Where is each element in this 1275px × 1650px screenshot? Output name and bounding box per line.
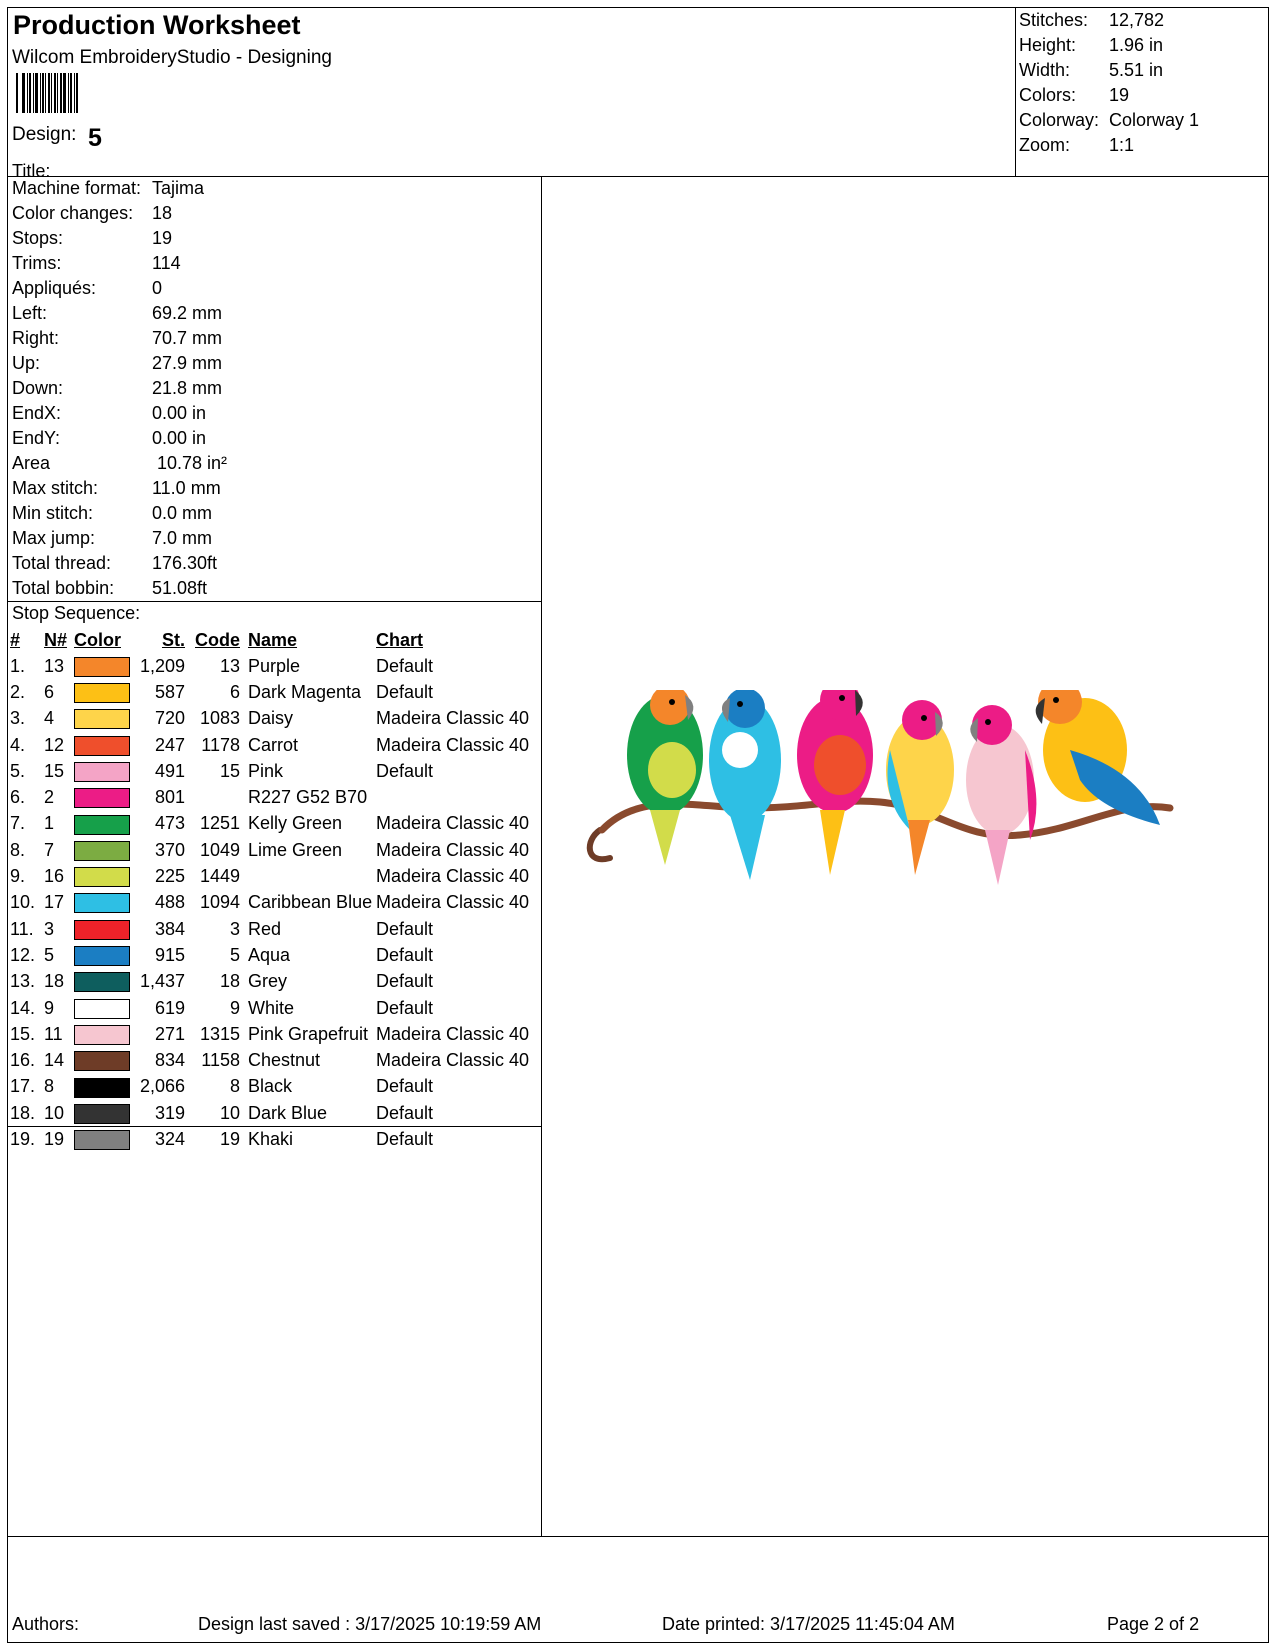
stitch-count: 801 — [154, 787, 185, 808]
color-cell — [74, 837, 134, 863]
needle-number: 7 — [44, 839, 55, 860]
table-row — [10, 916, 536, 942]
stop-number: 9. — [10, 866, 26, 887]
table-row — [10, 1100, 536, 1126]
table-row — [10, 706, 536, 732]
color-cell — [74, 863, 134, 889]
color-swatch — [74, 709, 130, 729]
thread-name: Pink — [248, 760, 284, 781]
color-cell — [74, 758, 134, 784]
stitch-count: 619 — [154, 997, 185, 1018]
thread-code: 6 — [229, 681, 240, 702]
col-needle: N# — [44, 629, 68, 650]
stop-number: 19. — [10, 1128, 36, 1149]
thread-chart: Madeira Classic 40 — [376, 892, 530, 913]
table-row — [10, 995, 536, 1021]
embroidery-design-preview — [580, 690, 1230, 950]
needle-number: 11 — [44, 1023, 63, 1044]
table-row — [10, 758, 536, 784]
stop-number: 2. — [10, 681, 26, 702]
color-cell — [74, 916, 134, 942]
thread-name: Kelly Green — [248, 813, 343, 834]
thread-name: Red — [248, 918, 282, 939]
stop-number: 6. — [10, 787, 26, 808]
color-cell — [74, 811, 134, 837]
thread-code: 1251 — [199, 813, 240, 834]
stitch-count: 225 — [154, 866, 185, 887]
color-cell — [74, 1021, 134, 1047]
thread-chart: Madeira Classic 40 — [376, 708, 530, 729]
stitch-count: 247 — [154, 734, 185, 755]
table-row — [10, 653, 536, 679]
needle-number: 17 — [44, 892, 65, 913]
color-cell — [74, 890, 134, 916]
color-cell — [74, 706, 134, 732]
table-row — [10, 837, 536, 863]
parrot-magenta — [797, 690, 873, 875]
details-divider — [7, 601, 542, 602]
needle-number: 18 — [44, 971, 65, 992]
color-swatch — [74, 683, 130, 703]
color-swatch — [74, 1025, 130, 1045]
thread-chart: Default — [376, 1128, 434, 1149]
thread-code: 1158 — [201, 1050, 240, 1071]
color-cell — [74, 969, 134, 995]
left-panel-divider — [541, 176, 542, 1536]
barcode — [16, 73, 78, 113]
stitch-count: 834 — [154, 1050, 185, 1071]
stop-number: 4. — [10, 734, 26, 755]
color-swatch — [74, 1078, 130, 1098]
table-row — [10, 1047, 536, 1073]
stop-number: 3. — [10, 708, 26, 729]
thread-code: 1178 — [201, 734, 240, 755]
thread-chart: Default — [376, 760, 434, 781]
stitch-count: 1,209 — [139, 655, 185, 676]
thread-chart: Madeira Classic 40 — [376, 734, 530, 755]
stop-sequence-title: Stop Sequence: — [12, 603, 141, 623]
thread-name: Daisy — [248, 708, 294, 729]
color-swatch — [74, 788, 130, 808]
stop-number: 7. — [10, 813, 26, 834]
color-swatch — [74, 1051, 130, 1071]
stop-number: 16. — [10, 1050, 36, 1071]
color-cell — [74, 784, 134, 810]
thread-chart: Default — [376, 1076, 434, 1097]
needle-number: 2 — [44, 787, 55, 808]
needle-number: 15 — [44, 760, 65, 781]
footer-date-printed: Date printed: 3/17/2025 11:45:04 AM — [662, 1614, 955, 1634]
table-row — [10, 863, 536, 889]
stitch-count: 488 — [154, 892, 185, 913]
needle-number: 8 — [44, 1076, 55, 1097]
thread-chart: Default — [376, 997, 434, 1018]
needle-number: 6 — [44, 681, 55, 702]
header-divider — [7, 176, 1269, 177]
thread-chart: Madeira Classic 40 — [376, 866, 530, 887]
color-swatch — [74, 893, 130, 913]
stop-number: 10. — [10, 892, 36, 913]
design-number: 5 — [88, 124, 102, 152]
col-color: Color — [74, 629, 121, 650]
needle-number: 16 — [44, 866, 65, 887]
needle-number: 13 — [44, 655, 65, 676]
thread-code: 10 — [219, 1102, 240, 1123]
title-label: Title: — [12, 161, 51, 181]
stop-number: 17. — [10, 1076, 36, 1097]
color-swatch — [74, 841, 130, 861]
stitch-count: 324 — [154, 1128, 185, 1149]
col-name: Name — [248, 629, 298, 650]
color-swatch — [74, 920, 130, 940]
color-swatch — [74, 657, 130, 677]
stitch-count: 491 — [154, 760, 185, 781]
thread-chart: Default — [376, 971, 434, 992]
stop-number: 14. — [10, 997, 36, 1018]
page-title: Production Worksheet — [13, 10, 301, 40]
thread-code — [185, 784, 240, 810]
color-swatch — [74, 867, 130, 887]
table-row — [10, 732, 536, 758]
color-cell — [74, 1126, 134, 1152]
stitch-count: 915 — [154, 944, 185, 965]
stitch-count: 473 — [154, 813, 185, 834]
thread-name: Dark Blue — [248, 1102, 328, 1123]
table-row — [10, 1126, 536, 1152]
color-swatch — [74, 815, 130, 835]
thread-name: Aqua — [248, 944, 291, 965]
stitch-count: 2,066 — [139, 1076, 185, 1097]
software-name: Wilcom EmbroideryStudio - Designing — [12, 47, 332, 68]
thread-code: 5 — [229, 944, 240, 965]
needle-number: 10 — [44, 1102, 65, 1123]
stop-number: 15. — [10, 1023, 36, 1044]
color-swatch — [74, 946, 130, 966]
thread-chart: Madeira Classic 40 — [376, 1023, 530, 1044]
thread-code: 13 — [219, 655, 240, 676]
table-row — [10, 1021, 536, 1047]
thread-code: 9 — [229, 997, 240, 1018]
table-row — [10, 811, 536, 837]
stop-number: 11. — [10, 918, 34, 939]
needle-number: 5 — [44, 944, 55, 965]
stop-sequence-table — [10, 627, 536, 1153]
table-row — [10, 969, 536, 995]
color-cell — [74, 995, 134, 1021]
needle-number: 14 — [44, 1050, 65, 1071]
thread-name: R227 G52 B70 — [248, 787, 368, 808]
color-swatch — [74, 999, 130, 1019]
needle-number: 3 — [44, 918, 55, 939]
thread-name: Carrot — [248, 734, 299, 755]
color-cell — [74, 1074, 134, 1100]
stop-number: 18. — [10, 1102, 36, 1123]
table-row — [10, 679, 536, 705]
stitch-count: 271 — [154, 1023, 185, 1044]
footer-divider — [7, 1536, 1269, 1537]
footer-authors: Authors: — [12, 1614, 80, 1634]
thread-name: Lime Green — [248, 839, 343, 860]
thread-code: 1315 — [199, 1023, 240, 1044]
thread-code: 1094 — [199, 892, 240, 913]
needle-number: 1 — [44, 813, 55, 834]
thread-name: Khaki — [248, 1128, 294, 1149]
color-swatch — [74, 762, 130, 782]
thread-chart: Default — [376, 1102, 434, 1123]
col-code: Code — [195, 629, 240, 650]
stitch-count: 370 — [154, 839, 185, 860]
thread-code: 15 — [219, 760, 240, 781]
thread-name: Black — [248, 1076, 293, 1097]
color-cell — [74, 732, 134, 758]
parrot-pink — [966, 705, 1036, 885]
stop-number: 12. — [10, 944, 36, 965]
footer-page-number: Page 2 of 2 — [1107, 1614, 1200, 1634]
thread-chart: Default — [376, 918, 434, 939]
table-row — [10, 784, 536, 810]
thread-chart — [376, 784, 536, 810]
col-chart: Chart — [376, 629, 424, 650]
parrot-orange — [1036, 690, 1160, 825]
table-header-row — [10, 627, 536, 653]
thread-code: 8 — [229, 1076, 240, 1097]
thread-code: 1449 — [199, 866, 240, 887]
parrot-green — [627, 690, 703, 865]
needle-number: 9 — [44, 997, 55, 1018]
stitch-count: 319 — [154, 1102, 185, 1123]
thread-name: Pink Grapefruit — [248, 1023, 369, 1044]
thread-chart: Default — [376, 681, 434, 702]
summary-divider — [1015, 7, 1016, 177]
design-label: Design: — [12, 124, 77, 145]
thread-name: Purple — [248, 655, 301, 676]
thread-code: 18 — [219, 971, 240, 992]
table-row — [10, 942, 536, 968]
stitch-count: 720 — [154, 708, 185, 729]
thread-code: 1049 — [199, 839, 240, 860]
footer-last-saved: Design last saved : 3/17/2025 10:19:59 AM — [198, 1614, 542, 1634]
thread-code: 1083 — [199, 708, 240, 729]
color-cell — [74, 679, 134, 705]
stitch-count: 1,437 — [139, 971, 185, 992]
thread-name: White — [248, 997, 295, 1018]
parrot-blue — [709, 690, 781, 880]
stop-number: 1. — [10, 655, 26, 676]
stitch-count: 384 — [154, 918, 185, 939]
thread-code: 3 — [229, 918, 240, 939]
color-cell — [74, 1100, 134, 1126]
color-cell — [74, 653, 134, 679]
stop-number: 5. — [10, 760, 26, 781]
parrot-yellow — [886, 700, 954, 875]
thread-name: Chestnut — [248, 1050, 321, 1071]
thread-chart: Madeira Classic 40 — [376, 1050, 530, 1071]
color-cell — [74, 1047, 134, 1073]
stitch-count: 587 — [154, 681, 185, 702]
thread-chart: Default — [376, 655, 434, 676]
table-row — [10, 890, 536, 916]
color-swatch — [74, 972, 130, 992]
thread-name — [240, 863, 376, 889]
thread-code: 19 — [219, 1128, 240, 1149]
thread-chart: Madeira Classic 40 — [376, 839, 530, 860]
color-swatch — [74, 1130, 130, 1150]
thread-name: Caribbean Blue — [248, 892, 373, 913]
color-swatch — [74, 1104, 130, 1124]
table-row — [10, 1074, 536, 1100]
needle-number: 4 — [44, 708, 55, 729]
col-stitches: St. — [161, 629, 185, 650]
color-swatch — [74, 736, 130, 756]
col-number: # — [10, 629, 21, 650]
stop-number: 8. — [10, 839, 26, 860]
thread-chart: Madeira Classic 40 — [376, 813, 530, 834]
thread-name: Grey — [248, 971, 288, 992]
thread-name: Dark Magenta — [248, 681, 362, 702]
stop-number: 13. — [10, 971, 36, 992]
thread-chart: Default — [376, 944, 434, 965]
color-cell — [74, 942, 134, 968]
needle-number: 12 — [44, 734, 65, 755]
needle-number: 19 — [44, 1128, 65, 1149]
